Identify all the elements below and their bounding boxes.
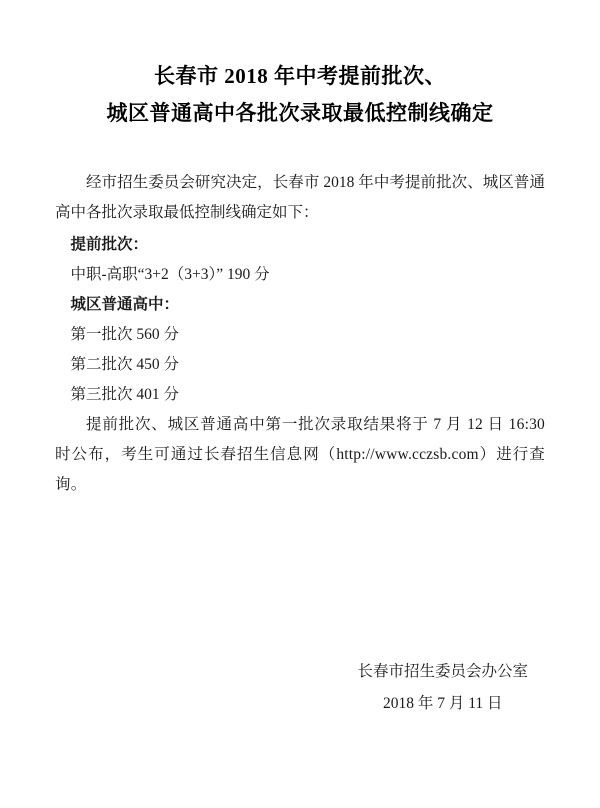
signature-organization: 长春市招生委员会办公室 (357, 663, 528, 680)
signature-date: 2018 年 7 月 11 日 (382, 695, 503, 712)
document-body (55, 168, 545, 500)
intro-paragraph: 经市招生委员会研究决定，长春市 2018 年中考提前批次、城区普通高中各批次录取最低控制线确定如下： (55, 174, 545, 221)
section-heading-urban-high-school: 城区普通高中： (70, 296, 180, 313)
signature-block (357, 656, 528, 720)
section-item-advance-batch-1: 中职-高职“3+2（3+3）” 190 分 (70, 266, 270, 283)
page-title-line-2: 城区普通高中各批次录取最低控制线确定 (106, 101, 494, 125)
section-heading-advance-batch: 提前批次： (70, 236, 149, 253)
closing-paragraph: 提前批次、城区普通高中第一批次录取结果将于 7 月 12 日 16:30 时公布，考生可通过长春招生信息网（http://www.cczsb.com）进行查询。 (55, 416, 545, 493)
section-item-urban-batch-3: 第三批次 401 分 (70, 386, 180, 403)
page-title-line-1: 长春市 2018 年中考提前批次、 (154, 64, 446, 88)
section-item-urban-batch-2: 第二批次 450 分 (70, 356, 180, 373)
section-item-urban-batch-1: 第一批次 560 分 (70, 326, 180, 343)
page-title (55, 0, 545, 132)
